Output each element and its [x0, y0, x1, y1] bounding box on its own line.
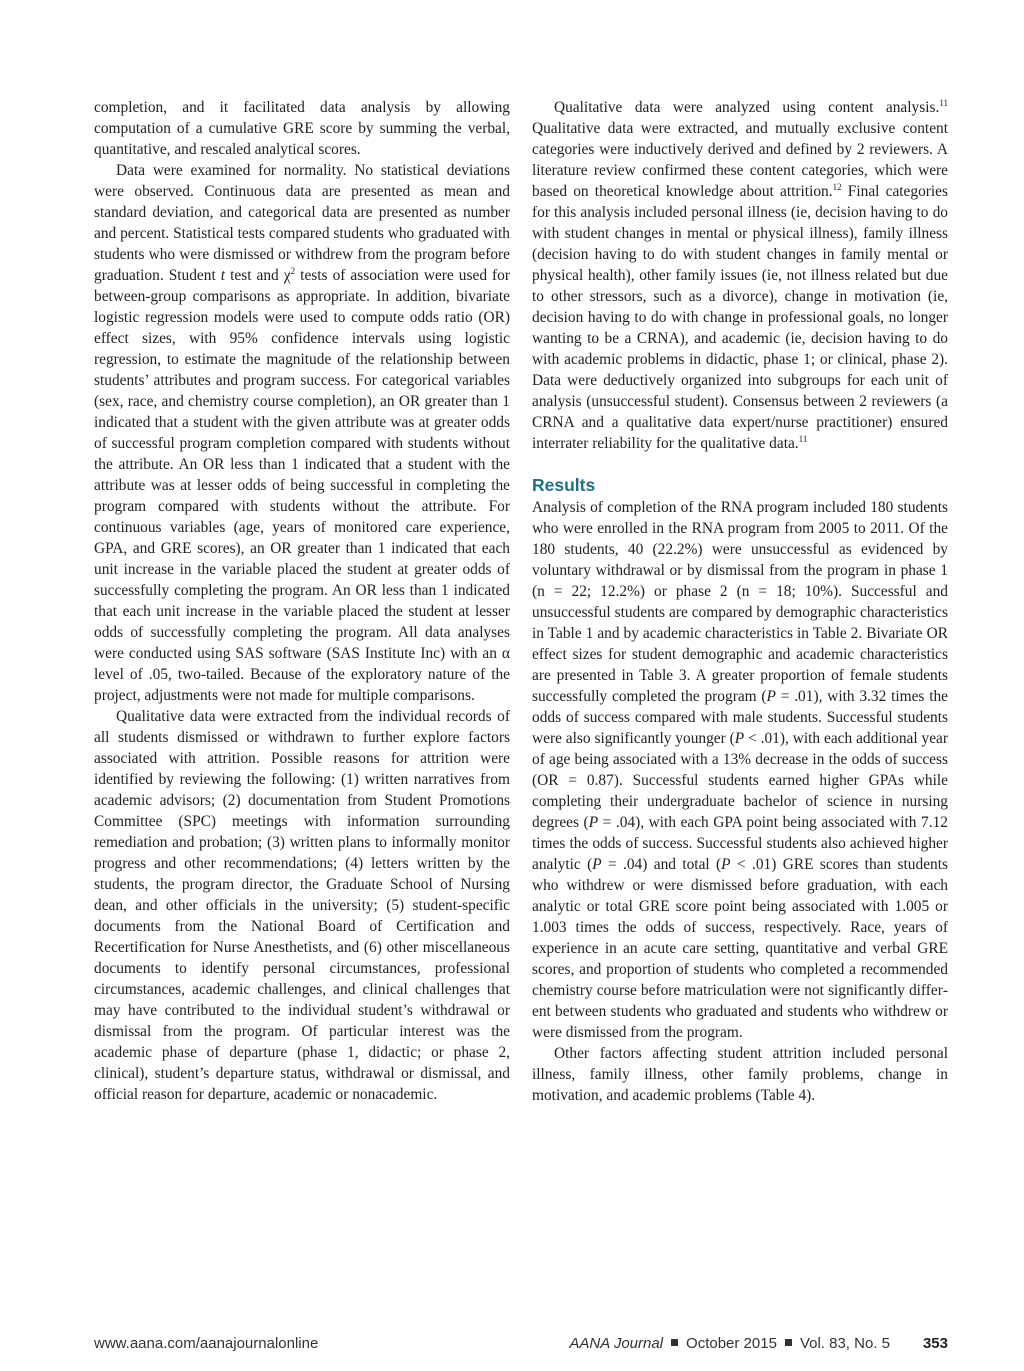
- right-paragraph-2-text-b: = .01), with 3.32 times the odds of success compared with male students. Successful students were also significantly younger (: [532, 688, 948, 747]
- left-paragraph-3-text: Qualitative data were extracted from the individual records of all students dismissed or withdrawn to further explore factors associated with attrition. Possible reasons for attrition were identified by reviewing the following: (1) written narratives from academic advisors; (2) documentation from Student Promotions Committee (SPC) meetings with information surrounding remediation and probation; (3) written plans to informally monitor progress and other recommendations; (4) letters written by the students, the program director, the Graduate School of Nursing dean, and other officials in the university; (5) student-specific documents from the National Board of Certification and Recertification for Nurse Anesthetists, and (6) other miscellaneous documents to identify personal circumstances, professional circumstances, academic challenges, and clinical challenges that may have contributed to the individual student’s withdrawal or dismissal from the program. Of particular interest was the academic phase of departure (phase 1, didactic; or phase 2, clinical), student’s departure status, withdrawal or dismissal, and official reason for departure, academic or nonacademic.: [94, 708, 510, 1103]
- page-number: 353: [922, 1335, 948, 1352]
- right-paragraph-2-text-a: Analysis of completion of the RNA program included 180 students who were enrolled in the RNA program from 2005 to 2011. Of the 180 students, 40 (22.2%) were unsuccessful as evidenced by voluntary withdrawal or by dismissal from the program in phase 1 (n = 22; 12.2%) or phase 2 (n = 18; 10%). Successful and unsuccessful students are compared by demographic characteristics in Table 1 and by academic characteristics in Table 2. Bivariate OR effect sizes for student demographic and academic characteristics are presented in Table 3. A greater proportion of female students successfully completed the program (: [532, 499, 948, 705]
- issue-date: October 2015: [686, 1335, 777, 1352]
- right-paragraph-3-text: Other factors affecting student attrition included personal illness, family illness, other family problems, change in motivation, and academic problems (Table 4).: [532, 1045, 948, 1104]
- left-paragraph-2: [94, 160, 510, 706]
- right-paragraph-1-text-b: Qualitative data were extracted, and mutually exclusive content categories were inductively derived and defined by 2 reviewers. A literature review confirmed these content categories, which were based on theoretical knowledge about attrition.: [532, 120, 948, 200]
- reference-superscript: 12: [832, 182, 842, 192]
- footer-journal-info: [569, 1335, 890, 1352]
- left-paragraph-1: [94, 97, 510, 160]
- chi-square-superscript: 2: [290, 266, 296, 276]
- right-paragraph-3: [532, 1043, 948, 1106]
- square-bullet-icon: [785, 1339, 792, 1346]
- left-paragraph-2-text-a: Data were examined for normality. No statistical deviations were observed. Continuous data are presented as mean and standard deviation, and categorical data are presented as number and percent. Statistical tests compared students who graduated with students who were dismissed or withdrew from the program before graduation. Student: [94, 162, 510, 284]
- square-bullet-icon: [671, 1339, 678, 1346]
- right-paragraph-1: [532, 97, 948, 454]
- t-test-italic: t: [220, 267, 226, 284]
- journal-name: AANA Journal: [569, 1335, 664, 1352]
- right-paragraph-2-text-f: < .01) GRE scores than students who withdrew or were dismissed before graduation, with each analytic or total GRE score point being associated with 1.005 or 1.003 times the odds of success, respectively. Race, years of experience in an acute care setting, quantitative and verbal GRE scores, and proportion of students who completed a recommended chemistry course before matriculation were not significantly different between students who graduated and students who withdrew or were dismissed from the program.: [532, 856, 948, 1041]
- p-value-italic: P: [588, 814, 599, 831]
- page-footer: [94, 1335, 948, 1357]
- left-column: [94, 97, 510, 1105]
- right-paragraph-1-text-a: Qualitative data were analyzed using content analysis.: [554, 99, 940, 116]
- left-paragraph-3: [94, 706, 510, 1105]
- right-paragraph-2-text-c: < .01), with each additional year of age being associated with a 13% decrease in the odds of success (OR = 0.87). Successful students earned higher GPAs while completing their undergraduate bachelor of science in nursing degrees (: [532, 730, 948, 831]
- right-paragraph-2-text-e: = .04) and total (: [601, 856, 722, 873]
- p-value-italic: P: [734, 730, 745, 747]
- right-column: [532, 97, 948, 1106]
- p-value-italic: P: [592, 856, 602, 873]
- right-paragraph-1-text-c: Final categories for this analysis included personal illness (ie, decision having to do with student changes in mental or physical illness), family illness (decision having to do with student changes in family mental or physical health), other family issues (ie, not illness related but due to other stressors, such as a divorce), change in motivation (ie, decision having to do with change in professional goals, no longer wanting to be a CRNA), and academic (ie, decision having to do with academic problems in didactic, phase 1; or clinical, phase 2). Data were deductively organized into subgroups for each unit of analysis (unsuccessful student). Consensus between 2 reviewers (a CRNA and a qualitative data expert/nurse practitioner) ensured interrater reliability for the qualitative data.: [532, 183, 948, 452]
- right-paragraph-2: [532, 497, 948, 1043]
- left-paragraph-2-text-b: test and χ: [225, 267, 291, 284]
- volume-issue: Vol. 83, No. 5: [799, 1335, 890, 1352]
- right-paragraph-2-text-d: = .04), with each GPA point being associated with 7.12 times the odds of success. Successful students also achieved higher analytic (: [532, 814, 948, 873]
- left-paragraph-1-text: completion, and it facilitated data analysis by allowing computation of a cumulative GRE score by summing the verbal, quantitative, and rescaled analytical scores.: [94, 99, 510, 158]
- p-value-italic: P: [766, 688, 776, 705]
- reference-superscript: 11: [798, 434, 808, 444]
- left-paragraph-2-text-c: tests of association were used for between-group comparisons as appropriate. In addition, bivariate logistic regression models were used to compute odds ratio (OR) effect sizes, with 95% confidence intervals using logistic regression, to estimate the magnitude of the relationship between students’ attributes and program success. For categorical variables (sex, race, and chemistry course completion), an OR greater than 1 indicated that a student with the given attribute was at greater odds of successful program completion compared with students without the attribute. An OR less than 1 indicated that a student with the attribute was at lesser odds of being successful in completing the program compared with students without the attribute. For continuous variables (age, years of monitored care experience, GPA, and GRE scores), an OR greater than 1 indicated that each unit increase in the variable placed the student at greater odds of successfully completing the program. An OR less than 1 indicated that each unit increase in the variable placed the student at lesser odds of successfully completing the program. All data analyses were conducted using SAS software (SAS Institute Inc) with an α level of .05, two-tailed. Because of the exploratory nature of the project, adjustments were not made for multiple comparisons.: [94, 267, 511, 704]
- footer-url-link[interactable]: www.aana.com/aanajournalonline: [94, 1335, 319, 1352]
- results-heading: Results: [532, 475, 596, 495]
- reference-superscript: 11: [939, 98, 948, 108]
- p-value-italic: P: [721, 856, 731, 873]
